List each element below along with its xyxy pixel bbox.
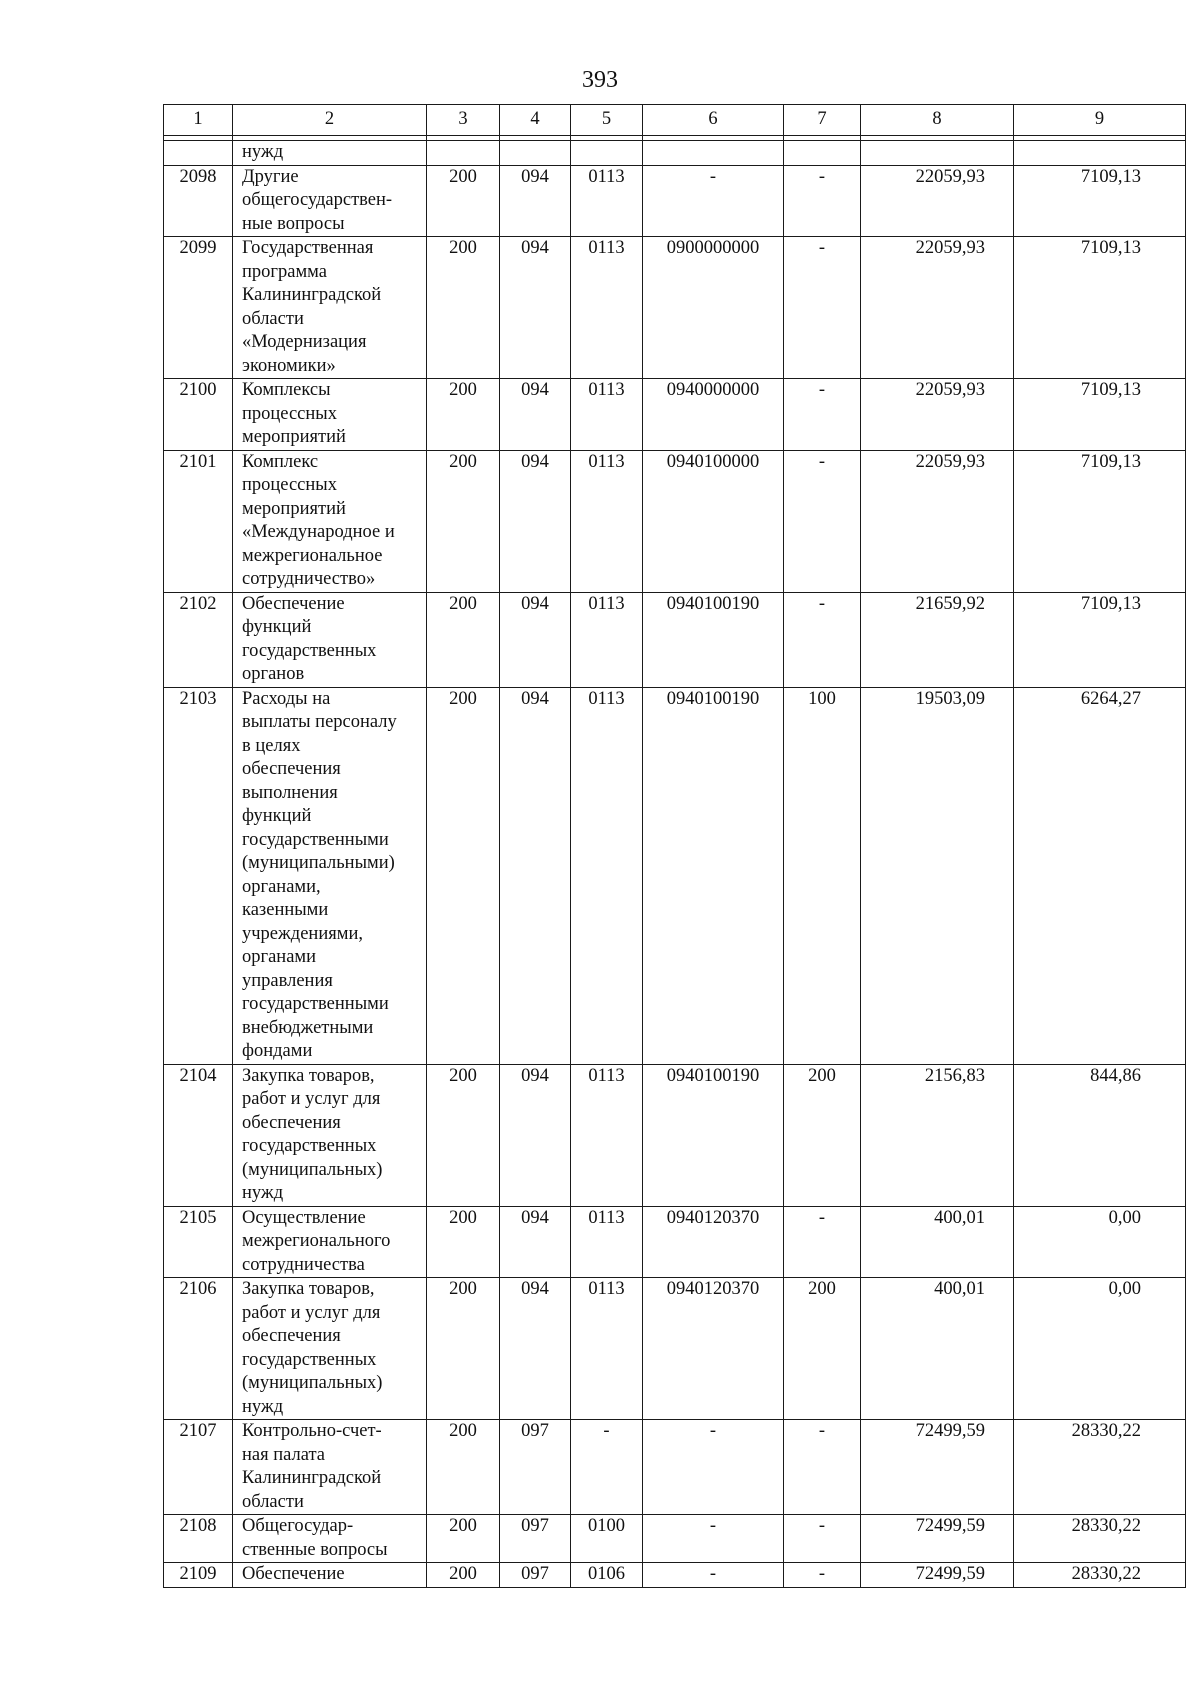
column-header: 3: [427, 105, 500, 136]
col4-cell: 094: [500, 379, 571, 451]
col3-cell: 200: [427, 379, 500, 451]
col9-cell: 0,00: [1014, 1206, 1186, 1278]
col9-cell: 844,86: [1014, 1064, 1186, 1206]
col6-cell: -: [643, 165, 784, 237]
col8-cell: 400,01: [861, 1278, 1014, 1420]
col5-cell: 0113: [571, 592, 643, 687]
col3-cell: 200: [427, 1563, 500, 1588]
col6-cell: [643, 141, 784, 166]
col4-cell: 094: [500, 687, 571, 1064]
table-row: [164, 1420, 1186, 1515]
col4-cell: 094: [500, 450, 571, 592]
col3-cell: 200: [427, 1206, 500, 1278]
col7-cell: -: [784, 237, 861, 379]
column-header: 4: [500, 105, 571, 136]
column-header: 2: [233, 105, 427, 136]
col8-cell: 2156,83: [861, 1064, 1014, 1206]
col9-cell: 7109,13: [1014, 592, 1186, 687]
col5-cell: -: [571, 1420, 643, 1515]
page-number: 393: [582, 67, 618, 93]
col4-cell: 094: [500, 592, 571, 687]
row-number-cell: [164, 141, 233, 166]
table-row: [164, 1515, 1186, 1563]
table-row: [164, 450, 1186, 592]
column-header: 5: [571, 105, 643, 136]
col9-cell: 0,00: [1014, 1278, 1186, 1420]
row-number-cell: 2104: [164, 1064, 233, 1206]
table-row: [164, 592, 1186, 687]
row-name-cell: Обеспечение функций государственных органов: [233, 592, 427, 687]
table-row: [164, 165, 1186, 237]
row-number-cell: 2106: [164, 1278, 233, 1420]
col8-cell: 22059,93: [861, 379, 1014, 451]
row-number-cell: 2109: [164, 1563, 233, 1588]
col7-cell: -: [784, 1563, 861, 1588]
col9-cell: 6264,27: [1014, 687, 1186, 1064]
row-name-cell: Контрольно-счет- ная палата Калининградской области: [233, 1420, 427, 1515]
col4-cell: 094: [500, 237, 571, 379]
budget-table: [163, 104, 1186, 1588]
column-header: 8: [861, 105, 1014, 136]
col8-cell: 72499,59: [861, 1515, 1014, 1563]
col7-cell: -: [784, 1420, 861, 1515]
table-row: [164, 379, 1186, 451]
col6-cell: 0940120370: [643, 1206, 784, 1278]
col9-cell: 28330,22: [1014, 1563, 1186, 1588]
col9-cell: 7109,13: [1014, 237, 1186, 379]
row-name-cell: Комплексы процессных мероприятий: [233, 379, 427, 451]
row-name-cell: Закупка товаров, работ и услуг для обеспечения государственных (муниципальных) нужд: [233, 1064, 427, 1206]
col6-cell: 0940100000: [643, 450, 784, 592]
table-row: [164, 1206, 1186, 1278]
row-name-cell: нужд: [233, 141, 427, 166]
col9-cell: [1014, 141, 1186, 166]
col7-cell: -: [784, 379, 861, 451]
col3-cell: 200: [427, 165, 500, 237]
col9-cell: 7109,13: [1014, 450, 1186, 592]
row-number-cell: 2101: [164, 450, 233, 592]
col5-cell: 0113: [571, 379, 643, 451]
col7-cell: -: [784, 1206, 861, 1278]
col4-cell: 094: [500, 1278, 571, 1420]
col5-cell: 0113: [571, 165, 643, 237]
col8-cell: 22059,93: [861, 237, 1014, 379]
row-name-cell: Обеспечение: [233, 1563, 427, 1588]
col8-cell: [861, 141, 1014, 166]
col5-cell: [571, 141, 643, 166]
col6-cell: 0900000000: [643, 237, 784, 379]
col8-cell: 21659,92: [861, 592, 1014, 687]
col8-cell: 72499,59: [861, 1563, 1014, 1588]
row-number-cell: 2103: [164, 687, 233, 1064]
col8-cell: 72499,59: [861, 1420, 1014, 1515]
col6-cell: 0940100190: [643, 687, 784, 1064]
row-name-cell: Комплекс процессных мероприятий «Международное и межрегиональное сотрудничество»: [233, 450, 427, 592]
row-number-cell: 2102: [164, 592, 233, 687]
col4-cell: 094: [500, 165, 571, 237]
col3-cell: 200: [427, 687, 500, 1064]
col5-cell: 0106: [571, 1563, 643, 1588]
col7-cell: 200: [784, 1064, 861, 1206]
col5-cell: 0113: [571, 450, 643, 592]
col7-cell: [784, 141, 861, 166]
col9-cell: 7109,13: [1014, 379, 1186, 451]
col3-cell: 200: [427, 1420, 500, 1515]
col8-cell: 22059,93: [861, 450, 1014, 592]
table-row: [164, 1278, 1186, 1420]
row-name-cell: Общегосудар- ственные вопросы: [233, 1515, 427, 1563]
col8-cell: 19503,09: [861, 687, 1014, 1064]
column-header: 7: [784, 105, 861, 136]
col4-cell: 097: [500, 1563, 571, 1588]
row-number-cell: 2107: [164, 1420, 233, 1515]
col3-cell: 200: [427, 1515, 500, 1563]
col7-cell: -: [784, 1515, 861, 1563]
col8-cell: 22059,93: [861, 165, 1014, 237]
col6-cell: 0940100190: [643, 1064, 784, 1206]
col4-cell: 094: [500, 1206, 571, 1278]
row-number-cell: 2108: [164, 1515, 233, 1563]
col4-cell: 097: [500, 1420, 571, 1515]
col5-cell: 0113: [571, 687, 643, 1064]
row-number-cell: 2099: [164, 237, 233, 379]
col6-cell: -: [643, 1420, 784, 1515]
col7-cell: 100: [784, 687, 861, 1064]
col8-cell: 400,01: [861, 1206, 1014, 1278]
col4-cell: [500, 141, 571, 166]
column-header: 1: [164, 105, 233, 136]
col3-cell: 200: [427, 237, 500, 379]
column-header: 9: [1014, 105, 1186, 136]
col9-cell: 7109,13: [1014, 165, 1186, 237]
col6-cell: 0940000000: [643, 379, 784, 451]
table-row: [164, 1064, 1186, 1206]
col5-cell: 0113: [571, 237, 643, 379]
row-name-cell: Расходы на выплаты персоналу в целях обеспечения выполнения функций государственными (муниципальными) органами, казенными учреждениями, органами управления государственными внебюджетными фондами: [233, 687, 427, 1064]
col7-cell: -: [784, 592, 861, 687]
header-row: [164, 105, 1186, 136]
col3-cell: 200: [427, 1278, 500, 1420]
col9-cell: 28330,22: [1014, 1515, 1186, 1563]
col3-cell: 200: [427, 592, 500, 687]
col5-cell: 0113: [571, 1064, 643, 1206]
col6-cell: 0940100190: [643, 592, 784, 687]
col6-cell: -: [643, 1515, 784, 1563]
col9-cell: 28330,22: [1014, 1420, 1186, 1515]
col6-cell: 0940120370: [643, 1278, 784, 1420]
table-row: [164, 237, 1186, 379]
col3-cell: 200: [427, 1064, 500, 1206]
col5-cell: 0100: [571, 1515, 643, 1563]
row-number-cell: 2100: [164, 379, 233, 451]
row-name-cell: Осуществление межрегионального сотрудничества: [233, 1206, 427, 1278]
table-row: [164, 1563, 1186, 1588]
col4-cell: 097: [500, 1515, 571, 1563]
col7-cell: -: [784, 450, 861, 592]
col7-cell: 200: [784, 1278, 861, 1420]
col7-cell: -: [784, 165, 861, 237]
col3-cell: [427, 141, 500, 166]
row-name-cell: Другие общегосударствен- ные вопросы: [233, 165, 427, 237]
column-header: 6: [643, 105, 784, 136]
row-name-cell: Государственная программа Калининградской области «Модернизация экономики»: [233, 237, 427, 379]
col3-cell: 200: [427, 450, 500, 592]
col5-cell: 0113: [571, 1206, 643, 1278]
continuation-row: [164, 141, 1186, 166]
row-number-cell: 2105: [164, 1206, 233, 1278]
col4-cell: 094: [500, 1064, 571, 1206]
col6-cell: -: [643, 1563, 784, 1588]
row-number-cell: 2098: [164, 165, 233, 237]
col5-cell: 0113: [571, 1278, 643, 1420]
row-name-cell: Закупка товаров, работ и услуг для обеспечения государственных (муниципальных) нужд: [233, 1278, 427, 1420]
table-row: [164, 687, 1186, 1064]
